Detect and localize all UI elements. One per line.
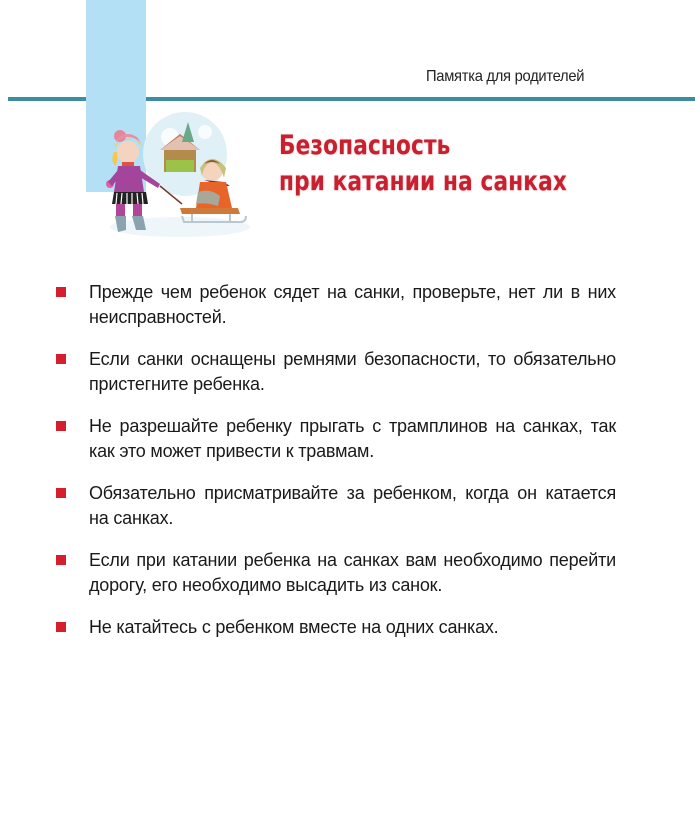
bullet-square-icon [56,287,66,297]
list-item [56,615,616,640]
bullet-square-icon [56,488,66,498]
tip-text: Прежде чем ребенок сядет на санки, проверьте, нет ли в них неисправностей. [89,282,616,327]
bullet-square-icon [56,555,66,565]
page-title [279,128,567,200]
bullet-square-icon [56,354,66,364]
bullet-square-icon [56,622,66,632]
children-sledding-illustration [100,112,250,240]
list-item [56,280,616,330]
title-line-2: при катании на санках [279,166,567,197]
safety-tips-list [56,280,616,657]
tip-text: Если при катании ребенка на санках вам необходимо перейти дорогу, его необходимо высадить из санок. [89,550,616,595]
tip-text: Не катайтесь с ребенком вместе на одних санках. [89,617,499,637]
title-line-1: Безопасность [279,130,451,161]
header-label: Памятка для родителей [426,68,585,85]
list-item [56,414,616,464]
list-item [56,548,616,598]
list-item [56,347,616,397]
tip-text: Если санки оснащены ремнями безопасности, то обязательно пристегните ребенка. [89,349,616,394]
tip-text: Обязательно присматривайте за ребенком, когда он катается на санках. [89,483,616,528]
tip-text: Не разрешайте ребенку прыгать с трамплинов на санках, так как это может привести к травмам. [89,416,616,461]
header-divider-right [146,97,695,101]
header-divider-left [8,97,86,101]
bullet-square-icon [56,421,66,431]
list-item [56,481,616,531]
